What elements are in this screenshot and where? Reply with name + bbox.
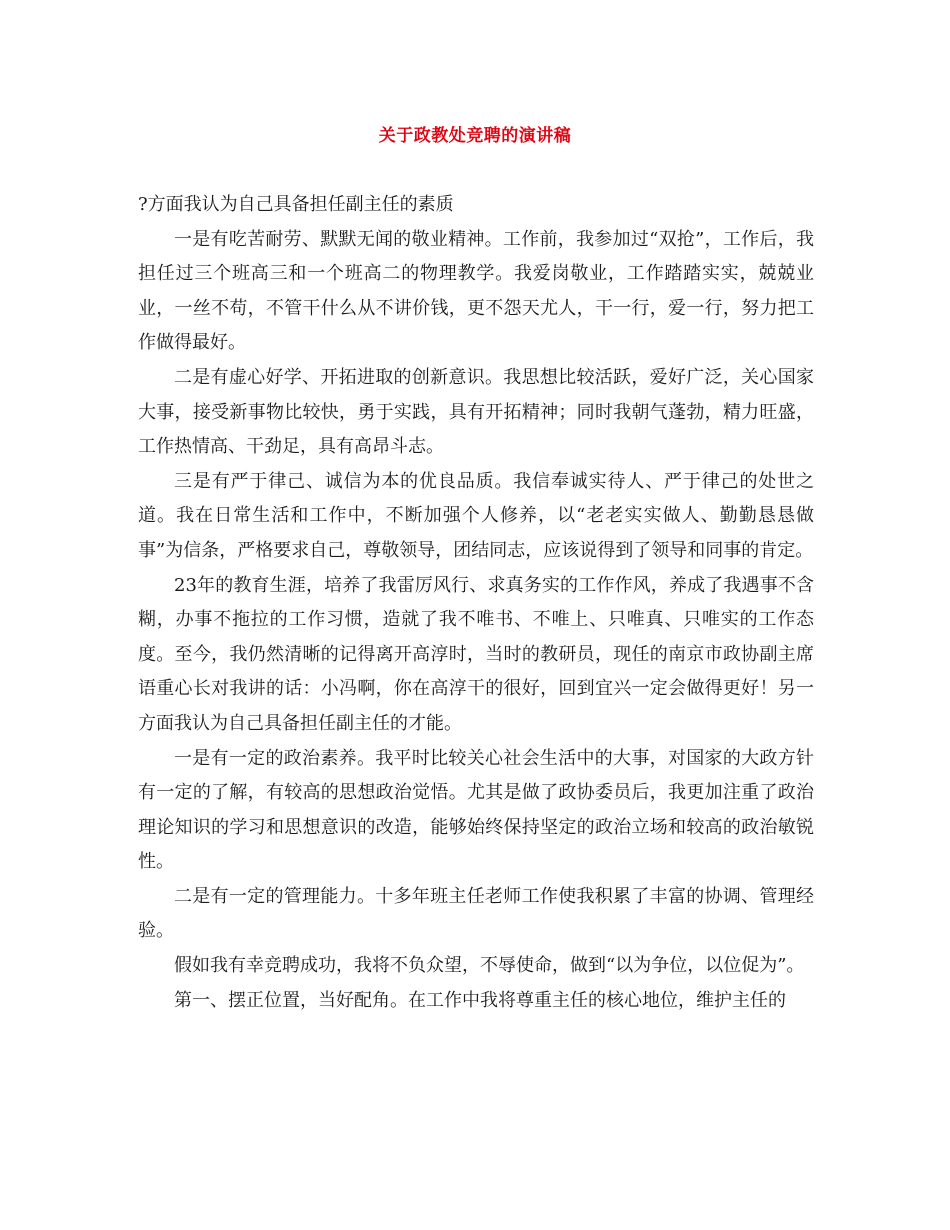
document-body bbox=[138, 188, 814, 1018]
paragraph-promise: 假如我有幸竞聘成功，我将不负众望，不辱使命，做到“以为争位，以位促为”。 bbox=[174, 955, 805, 977]
paragraph-management: 二是有一定的管理能力。十多年班主任老师工作使我积累了丰富的协调、管理经验。 bbox=[138, 885, 814, 942]
document-title: 关于政教处竞聘的演讲稿 bbox=[378, 126, 572, 146]
paragraph-first-point: 第一、摆正位置，当好配角。在工作中我将尊重主任的核心地位，维护主任的 bbox=[174, 989, 786, 1011]
paragraph-integrity: 三是有严于律己、诚信为本的优良品质。我信奉诚实待人、严于律己的处世之道。我在日常生活和工作中，不断加强个人修养，以“老老实实做人、勤勤恳恳做事”为信条，严格要求自己，尊敬领导，团结同志，应该说得到了领导和同事的肯定。 bbox=[138, 470, 814, 561]
paragraph-politics: 一是有一定的政治素养。我平时比较关心社会生活中的大事，对国家的大政方针有一定的了解，有较高的思想政治觉悟。尤其是做了政协委员后，我更加注重了政治理论知识的学习和思想意识的改造，能够始终保持坚定的政治立场和较高的政治敏锐性。 bbox=[138, 747, 814, 873]
paragraph-career: 23年的教育生涯，培养了我雷厉风行、求真务实的工作作风，养成了我遇事不含糊，办事不拖拉的工作习惯，造就了我不唯书、不唯上、只唯真、只唯实的工作态度。至今，我仍然清晰的记得离开高淳时，当时的教研员，现任的南京市政协副主席语重心长对我讲的话：小冯啊，你在高淳干的很好，回到宜兴一定会做得更好！另一方面我认为自己具备担任副主任的才能。 bbox=[138, 574, 814, 734]
paragraph-intro: ?方面我认为自己具备担任副主任的素质 bbox=[138, 194, 454, 215]
paragraph-dedication: 一是有吃苦耐劳、默默无闻的敬业精神。工作前，我参加过“双抢”，工作后，我担任过三个班高三和一个班高二的物理教学。我爱岗敬业，工作踏踏实实，兢兢业业，一丝不苟，不管干什么从不讲价钱，更不怨天尤人，干一行，爱一行，努力把工作做得最好。 bbox=[138, 228, 814, 354]
paragraph-innovation: 二是有虚心好学、开拓进取的创新意识。我思想比较活跃，爱好广泛，关心国家大事，接受新事物比较快，勇于实践，具有开拓精神；同时我朝气蓬勃，精力旺盛，工作热情高、干劲足，具有高昂斗志。 bbox=[138, 366, 814, 458]
